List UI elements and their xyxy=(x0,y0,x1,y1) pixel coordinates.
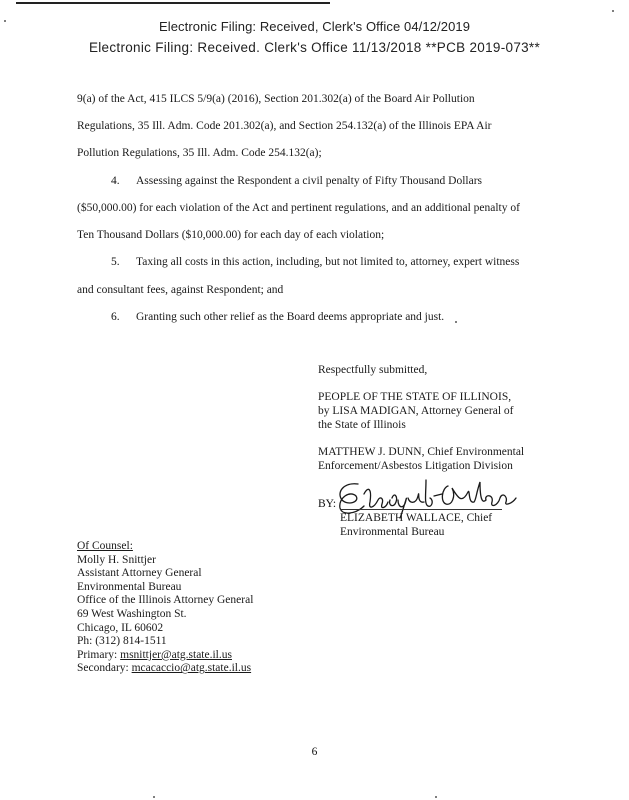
by-label: BY: xyxy=(318,498,337,510)
scan-edge-bar xyxy=(16,2,330,4)
para3-line-3: Pollution Regulations, 35 Ill. Adm. Code 254.132(a); xyxy=(77,147,322,159)
dunn-line-2: Enforcement/Asbestos Litigation Division xyxy=(318,460,513,472)
closing-text: Respectfully submitted, xyxy=(318,364,428,376)
counsel-heading: Of Counsel: xyxy=(77,540,133,552)
signer-line-1: ELIZABETH WALLACE, Chief xyxy=(340,512,493,524)
scan-speck xyxy=(455,321,457,323)
filing-stamp-top: Electronic Filing: Received, Clerk's Office 04/12/2019 xyxy=(158,19,471,34)
primary-label: Primary: xyxy=(77,648,118,661)
primary-email-row xyxy=(77,649,253,663)
counsel-line-6: Chicago, IL 60602 xyxy=(77,621,164,634)
people-line-3: the State of Illinois xyxy=(318,419,406,431)
secondary-label: Secondary: xyxy=(77,662,129,675)
para3-line-2: Regulations, 35 Ill. Adm. Code 201.302(a), and Section 254.132(a) of the Illinois EPA Air xyxy=(77,120,492,132)
counsel-line-3: Environmental Bureau xyxy=(77,580,182,593)
item4-number: 4. xyxy=(111,175,120,187)
item5-line-2: and consultant fees, against Respondent; and xyxy=(77,284,284,296)
of-counsel-block xyxy=(77,540,253,676)
item4-line-1: Assessing against the Respondent a civil penalty of Fifty Thousand Dollars xyxy=(136,175,483,187)
people-block xyxy=(318,390,513,432)
signer-line-2: Environmental Bureau xyxy=(340,526,445,538)
item6-line-1: Granting such other relief as the Board deems appropriate and just. xyxy=(136,311,445,323)
counsel-line-2: Assistant Attorney General xyxy=(77,567,202,580)
para3-line-1: 9(a) of the Act, 415 ILCS 5/9(a) (2016), Section 201.302(a) of the Board Air Pollution xyxy=(77,93,475,105)
item5-line-1: Taxing all costs in this action, including, but not limited to, attorney, expert witness xyxy=(136,256,520,268)
counsel-line-1: Molly H. Snittjer xyxy=(77,553,156,566)
item4-line-2: ($50,000.00) for each violation of the Act and pertinent regulations, and an additional penalty of xyxy=(77,202,520,214)
counsel-line-4: Office of the Illinois Attorney General xyxy=(77,594,254,607)
dunn-line-1: MATTHEW J. DUNN, Chief Environmental xyxy=(318,446,525,458)
closing xyxy=(318,363,427,377)
item4-line-3: Ten Thousand Dollars ($10,000.00) for each day of each violation; xyxy=(77,229,385,241)
counsel-line-5: 69 West Washington St. xyxy=(77,607,187,620)
people-line-2: by LISA MADIGAN, Attorney General of xyxy=(318,405,514,417)
secondary-email-link[interactable]: mcacaccio@atg.state.il.us xyxy=(131,662,252,675)
signature-line xyxy=(340,509,502,510)
item5-number: 5. xyxy=(111,256,120,268)
dunn-block xyxy=(318,445,524,473)
scan-speck xyxy=(612,10,614,12)
scan-speck xyxy=(435,796,437,798)
item6-number: 6. xyxy=(111,311,120,323)
secondary-email-row xyxy=(77,662,253,676)
primary-email-link[interactable]: msnittjer@atg.state.il.us xyxy=(120,648,232,661)
scan-speck xyxy=(4,20,6,22)
counsel-line-7: Ph: (312) 814-1511 xyxy=(77,635,167,648)
scan-speck xyxy=(153,796,155,798)
filing-stamp-main: Electronic Filing: Received. Clerk's Office 11/13/2018 **PCB 2019-073** xyxy=(88,40,541,55)
signer-block xyxy=(340,511,492,539)
people-line-1: PEOPLE OF THE STATE OF ILLINOIS, xyxy=(318,391,512,403)
page-number: 6 xyxy=(311,746,318,758)
